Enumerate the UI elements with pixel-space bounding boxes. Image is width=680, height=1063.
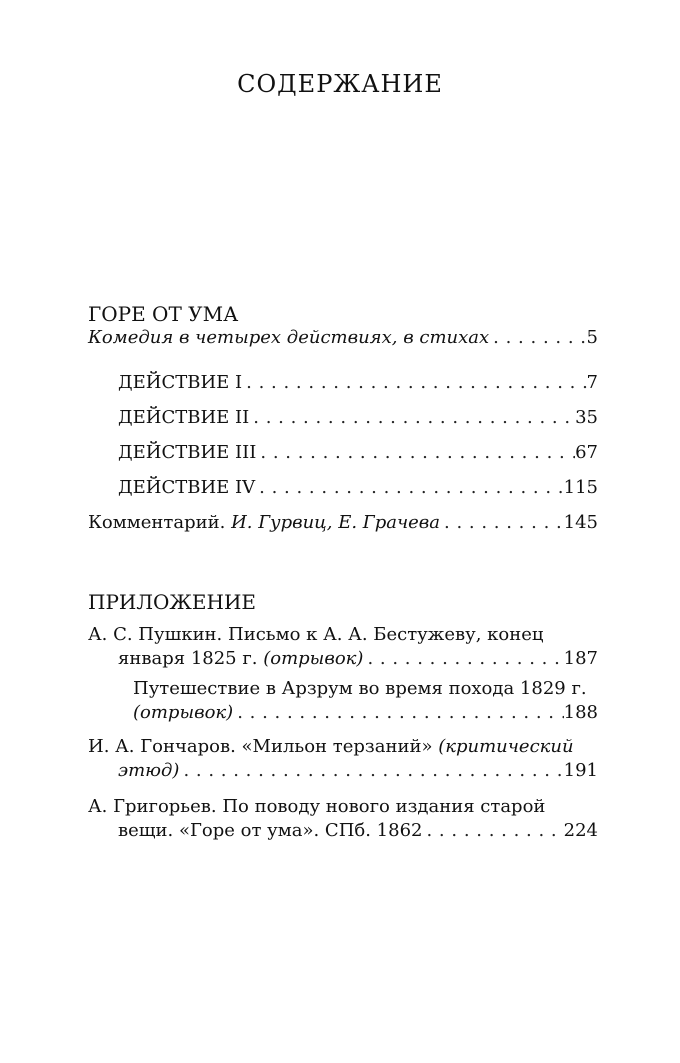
toc-entry-journey[interactable] [133,702,598,730]
page-number: 187 [563,648,598,669]
page-number: 188 [563,702,598,723]
toc-entry-label: ДЕЙСТВИЕ IV [118,477,256,498]
toc-entry-label: (отрывок) [133,702,234,723]
toc-entry-act-1[interactable] [118,372,598,400]
toc-entry-act-2[interactable] [118,407,598,435]
toc-entry-goncharov-line1[interactable] [88,736,574,757]
toc-entry-label: Комедия в четырех действиях, в стихах [88,327,490,348]
toc-entry-pushkin-line1[interactable]: А. С. Пушкин. Письмо к А. А. Бестужеву, конец [88,624,544,645]
leader-dots [256,442,575,463]
toc-entry-grigoriev[interactable] [118,820,598,848]
toc-entry-comedy[interactable] [88,327,598,355]
leader-dots [249,407,575,428]
page-number: 145 [563,512,598,533]
toc-entry-label [118,648,363,669]
toc-entry-act-4[interactable] [118,477,598,505]
leader-dots [255,477,563,498]
toc-entry-goncharov[interactable] [118,760,598,788]
page-number: 191 [563,760,598,781]
toc-entry-commentary[interactable] [88,512,598,540]
toc-entry-act-3[interactable] [118,442,598,470]
leader-dots [242,372,586,393]
toc-entry-label: ДЕЙСТВИЕ III [118,442,257,463]
toc-entry-label: вещи. «Горе от ума». СПб. 1862 [118,820,423,841]
commentary-authors: И. Гурвиц, Е. Грачева [231,512,441,533]
entry-italic-text: (критический [438,736,574,757]
toc-entry-label [88,512,440,533]
page-number: 224 [563,820,598,841]
leader-dots [489,327,586,348]
leader-dots [363,648,563,669]
leader-dots [179,760,563,781]
toc-entry-pushkin-letter[interactable] [118,648,598,676]
toc-entry-label: ДЕЙСТВИЕ I [118,372,243,393]
page-number: 35 [575,407,598,428]
entry-italic-text: (отрывок) [263,648,364,669]
entry-text: января 1825 г. [118,648,258,669]
page-number: 67 [575,442,598,463]
page-number: 7 [586,372,598,393]
toc-entry-grigoriev-line1[interactable]: А. Григорьев. По поводу нового издания старой [88,796,546,817]
leader-dots [440,512,564,533]
toc-entry-label: ДЕЙСТВИЕ II [118,407,250,428]
page-number: 5 [586,327,598,348]
page-title: СОДЕРЖАНИЕ [237,70,443,98]
leader-dots [233,702,563,723]
commentary-label: Комментарий. [88,512,226,533]
toc-entry-journey-line1[interactable]: Путешествие в Арзрум во время похода 1829 г. [133,678,587,699]
section-heading-appendix: ПРИЛОЖЕНИЕ [88,590,256,614]
entry-text: И. А. Гончаров. «Мильон терзаний» [88,736,433,757]
toc-entry-label: этюд) [118,760,180,781]
page-number: 115 [563,477,598,498]
leader-dots [422,820,563,841]
section-heading-gore-ot-uma: ГОРЕ ОТ УМА [88,302,239,326]
